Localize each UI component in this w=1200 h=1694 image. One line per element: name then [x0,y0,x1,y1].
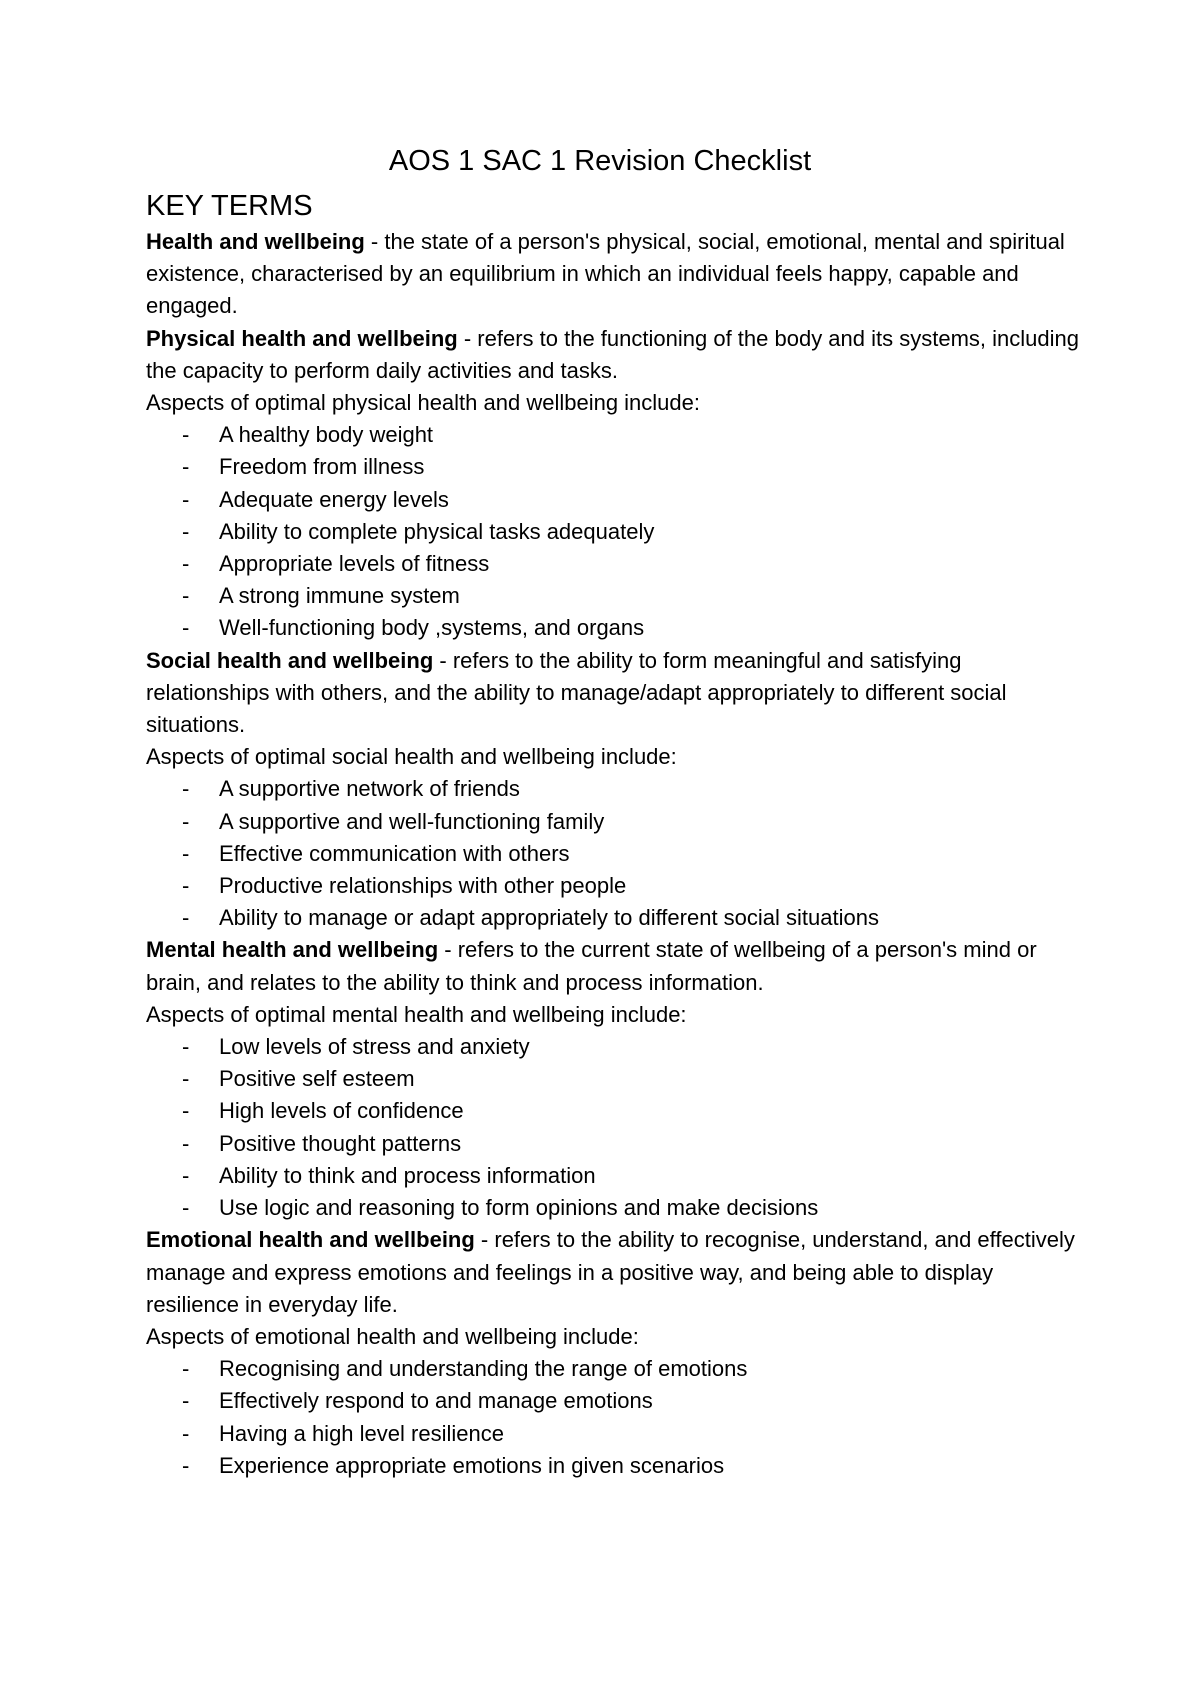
definition-text: - refers to the ability to form meaningful and satisfying relationships with others, and the ability to manage/adapt appropriately to different social situations. [146,647,1007,738]
document-body [146,186,1086,1482]
list-item-text: A supportive network of friends [219,776,520,802]
list-item-text: A strong immune system [219,583,460,609]
list-item [146,806,1086,838]
term-name: Emotional health and wellbeing [146,1227,475,1253]
list-item [146,838,1086,870]
dash-bullet: - [182,551,190,577]
dash-bullet: - [182,1130,190,1156]
list-item [146,580,1086,612]
list-item [146,773,1086,805]
list-item-text: Well-functioning body ,systems, and organs [219,615,645,641]
aspects-list [146,1353,1086,1482]
dash-bullet: - [182,486,190,512]
list-item [146,1450,1086,1482]
list-item [146,1192,1086,1224]
list-item [146,419,1086,451]
term-definition [146,226,1086,323]
dash-bullet: - [182,518,190,544]
dash-bullet: - [182,1034,190,1060]
list-item [146,1031,1086,1063]
list-item-text: Effective communication with others [219,840,570,866]
term-block-emotional [146,1224,1086,1482]
list-item-text: Ability to think and process information [219,1162,596,1188]
term-name: Physical health and wellbeing [146,325,458,351]
aspects-list [146,773,1086,934]
dash-bullet: - [182,454,190,480]
list-item-text: A supportive and well-functioning family [219,808,605,834]
list-item [146,548,1086,580]
list-item-text: Low levels of stress and anxiety [219,1034,530,1060]
dash-bullet: - [182,1420,190,1446]
dash-bullet: - [182,1162,190,1188]
term-block-social [146,645,1086,935]
list-item [146,902,1086,934]
list-item-text: Experience appropriate emotions in given scenarios [219,1452,725,1478]
aspects-intro: Aspects of emotional health and wellbeing include: [146,1323,639,1349]
list-item [146,1095,1086,1127]
list-item-text: Effectively respond to and manage emotions [219,1388,653,1414]
dash-bullet: - [182,583,190,609]
section-heading-key-terms: KEY TERMS [146,190,313,222]
dash-bullet: - [182,422,190,448]
list-item-text: Freedom from illness [219,454,425,480]
aspects-intro: Aspects of optimal physical health and wellbeing include: [146,390,700,416]
definition-text: - refers to the current state of wellbeing of a person's mind or brain, and relates to the ability to think and process information. [146,937,1037,995]
list-item [146,1128,1086,1160]
list-item-text: Ability to manage or adapt appropriately to different social situations [219,905,879,931]
list-item [146,1353,1086,1385]
list-item-text: Ability to complete physical tasks adequately [219,518,655,544]
list-item-text: Positive self esteem [219,1066,415,1092]
list-item [146,1418,1086,1450]
term-block-health-wellbeing [146,226,1086,323]
dash-bullet: - [182,1066,190,1092]
list-item [146,1385,1086,1417]
definition-text: - refers to the ability to recognise, understand, and effectively manage and express emotions and feelings in a positive way, and being able to display resilience in everyday life. [146,1227,1075,1317]
list-item-text: Appropriate levels of fitness [219,551,490,577]
list-item-text: Use logic and reasoning to form opinions and make decisions [219,1195,819,1221]
dash-bullet: - [182,1452,190,1478]
dash-bullet: - [182,615,190,641]
term-name: Social health and wellbeing [146,647,434,673]
aspects-list [146,419,1086,644]
dash-bullet: - [182,905,190,931]
list-item [146,612,1086,644]
term-definition [146,934,1086,998]
aspects-list [146,1031,1086,1224]
term-block-physical [146,323,1086,645]
list-item [146,451,1086,483]
term-block-mental [146,934,1086,1224]
term-name: Health and wellbeing [146,229,365,254]
page-title: AOS 1 SAC 1 Revision Checklist [388,145,812,177]
list-item-text: Having a high level resilience [219,1420,504,1446]
dash-bullet: - [182,808,190,834]
list-item [146,1160,1086,1192]
definition-text: - the state of a person's physical, social, emotional, mental and spiritual existence, characterised by an equilibrium in which an individual feels happy, capable and engaged. [146,229,1065,319]
term-definition [146,1224,1086,1321]
list-item [146,870,1086,902]
dash-bullet: - [182,1356,190,1382]
dash-bullet: - [182,873,190,899]
list-item-text: Productive relationships with other people [219,873,627,899]
list-item-text: Adequate energy levels [219,486,449,512]
list-item [146,1063,1086,1095]
dash-bullet: - [182,840,190,866]
list-item-text: A healthy body weight [219,422,434,448]
definition-text: - refers to the functioning of the body and its systems, including the capacity to perform daily activities and tasks. [146,325,1079,383]
aspects-intro: Aspects of optimal social health and wellbeing include: [146,744,677,770]
list-item-text: High levels of confidence [219,1098,464,1124]
list-item [146,484,1086,516]
list-item-text: Recognising and understanding the range of emotions [219,1356,748,1382]
dash-bullet: - [182,1388,190,1414]
dash-bullet: - [182,776,190,802]
dash-bullet: - [182,1195,190,1221]
term-definition [146,323,1086,387]
list-item [146,516,1086,548]
list-item-text: Positive thought patterns [219,1130,462,1156]
term-name: Mental health and wellbeing [146,937,439,963]
aspects-intro: Aspects of optimal mental health and wellbeing include: [146,1001,687,1027]
dash-bullet: - [182,1098,190,1124]
term-definition [146,645,1086,742]
